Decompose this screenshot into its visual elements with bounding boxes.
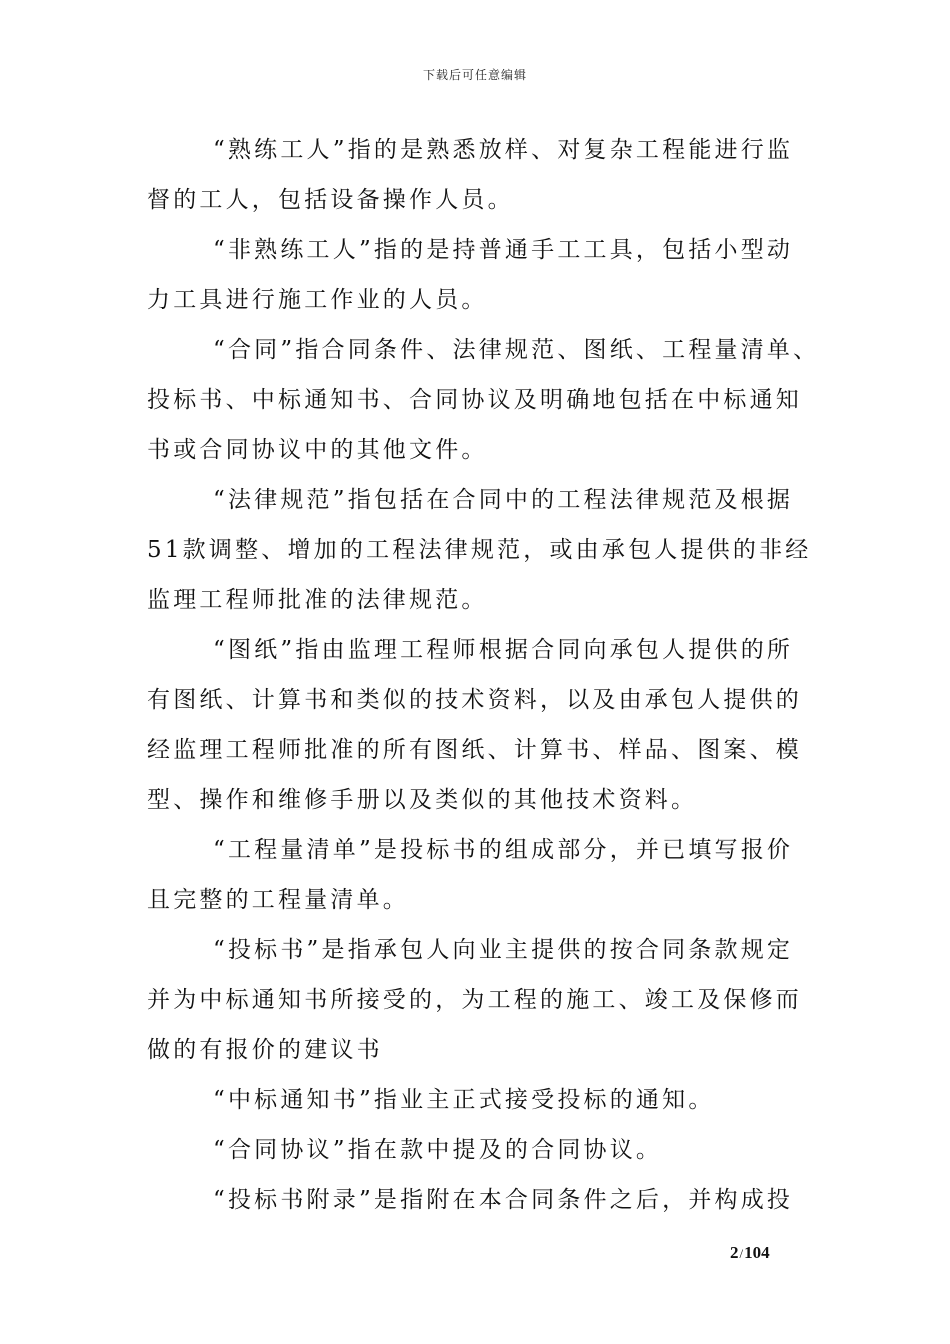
page-separator: /	[739, 1246, 744, 1261]
text-line: 督的工人，包括设备操作人员。	[147, 187, 514, 213]
text-line: “投标书”是指承包人向业主提供的按合同条款规定	[213, 937, 794, 963]
text-line: “中标通知书”指业主正式接受投标的通知。	[213, 1087, 715, 1113]
text-line: 且完整的工程量清单。	[147, 887, 409, 913]
page-current: 2	[730, 1243, 739, 1262]
text-line: 型、操作和维修手册以及类似的其他技术资料。	[147, 787, 698, 813]
text-line: “投标书附录”是指附在本合同条件之后，并构成投	[213, 1187, 794, 1213]
text-line: “合同协议”指在款中提及的合同协议。	[213, 1137, 663, 1163]
text-line: “熟练工人”指的是熟悉放样、对复杂工程能进行监	[213, 137, 794, 163]
text-line: 书或合同协议中的其他文件。	[147, 437, 488, 463]
text-line: 有图纸、计算书和类似的技术资料，以及由承包人提供的	[147, 687, 802, 713]
text-line: 51款调整、增加的工程法律规范，或由承包人提供的非经	[147, 537, 812, 563]
text-line: “工程量清单”是投标书的组成部分，并已填写报价	[213, 837, 794, 863]
text-line: “法律规范”指包括在合同中的工程法律规范及根据	[213, 487, 794, 513]
text-line: 经监理工程师批准的所有图纸、计算书、样品、图案、模	[147, 737, 802, 763]
page-total: 104	[744, 1243, 770, 1262]
header-note: 下载后可任意编辑	[422, 68, 527, 82]
text-line: “合同”指合同条件、法律规范、图纸、工程量清单、	[213, 337, 820, 363]
page-number	[730, 1243, 770, 1263]
text-line: “非熟练工人”指的是持普通手工工具，包括小型动	[213, 237, 794, 263]
text-line: 并为中标通知书所接受的，为工程的施工、竣工及保修而	[147, 987, 802, 1013]
text-line: 投标书、中标通知书、合同协议及明确地包括在中标通知	[147, 387, 802, 413]
text-line: 做的有报价的建议书	[147, 1037, 383, 1063]
text-line: 监理工程师批准的法律规范。	[147, 587, 488, 613]
text-line: “图纸”指由监理工程师根据合同向承包人提供的所	[213, 637, 794, 663]
text-line: 力工具进行施工作业的人员。	[147, 287, 488, 313]
